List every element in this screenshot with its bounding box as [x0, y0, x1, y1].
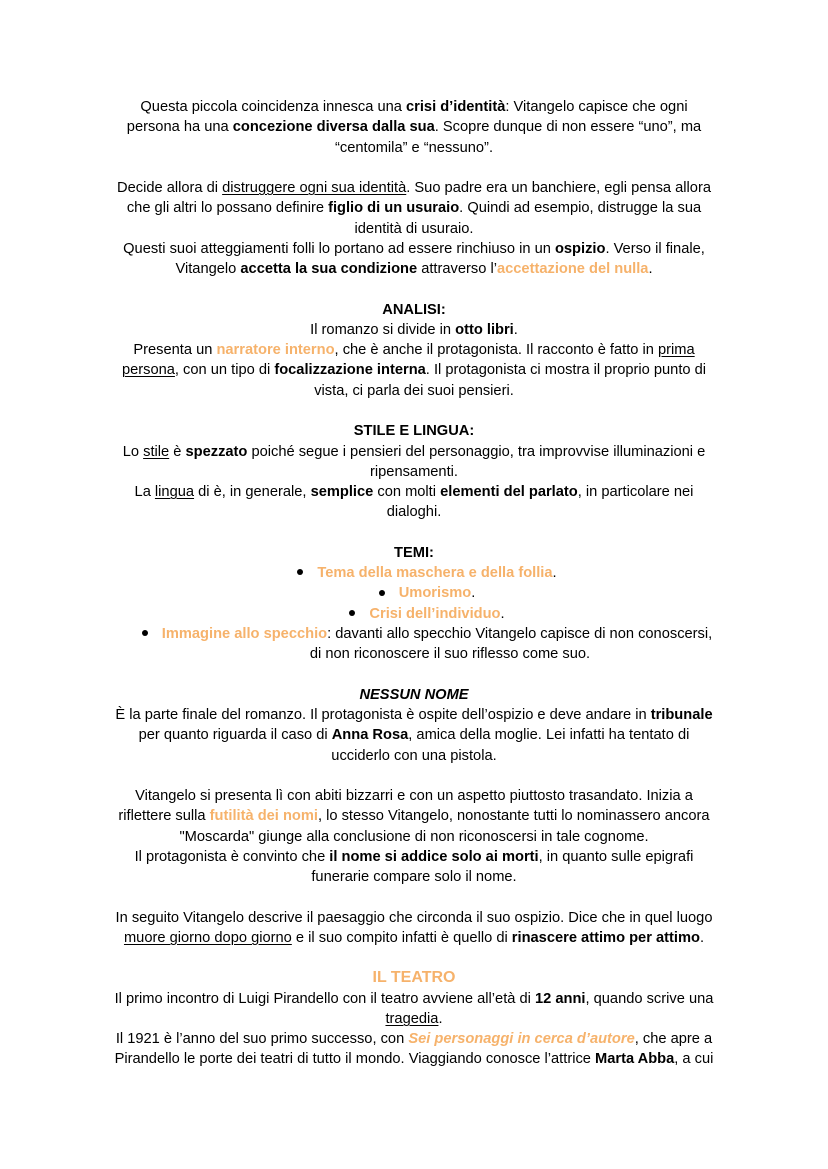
- bold-keyword: spezzato: [185, 443, 248, 460]
- text-line: [0, 1009, 828, 1029]
- text-line: [0, 138, 828, 158]
- text-run: . Verso il finale,: [605, 240, 705, 257]
- text-run: , in particolare nei: [577, 484, 694, 501]
- text-run: , in quanto sulle epigrafi: [538, 848, 694, 865]
- text-run: Il primo incontro di Luigi Pirandello con il teatro avviene all’età di: [114, 990, 535, 1007]
- text-run: .: [500, 605, 505, 622]
- text-run: Questi suoi atteggiamenti folli lo portano ad essere rinchiuso in un: [123, 240, 555, 257]
- text-line: [0, 928, 828, 948]
- bullet-item: [0, 604, 828, 624]
- bold-keyword: accetta la sua condizione: [240, 261, 418, 278]
- section-distruzione: [0, 178, 828, 279]
- blank-line: [0, 948, 828, 968]
- text-line: [0, 219, 828, 239]
- text-run: In seguito Vitangelo descrive il paesaggio che circonda il suo ospizio. Dice che in quel luogo: [115, 909, 713, 926]
- text-run: .: [471, 585, 476, 602]
- document-body: [0, 97, 828, 1070]
- text-line: [0, 97, 828, 117]
- bullet-item: [0, 563, 828, 583]
- bold-keyword: 12 anni: [534, 990, 586, 1007]
- highlighted-keyword: accettazione del nulla: [496, 261, 649, 278]
- underlined-text: distruggere ogni sua identità: [222, 180, 407, 197]
- text-run: , a cui: [674, 1051, 714, 1068]
- highlighted-keyword: Crisi dell’individuo: [369, 605, 501, 622]
- bullet-item: [0, 624, 828, 644]
- blank-line: [0, 158, 828, 178]
- bullet-icon: [297, 569, 303, 575]
- highlighted-keyword: Umorismo: [398, 585, 472, 602]
- bullet-continuation: di non riconoscere il suo riflesso come suo.: [309, 646, 591, 663]
- text-run: ripensamenti.: [370, 463, 458, 480]
- text-line: [0, 381, 828, 401]
- blank-line: [0, 766, 828, 786]
- text-line: [0, 198, 828, 218]
- text-line: [0, 178, 828, 198]
- text-line: [0, 360, 828, 380]
- bold-keyword: elementi del parlato: [440, 484, 578, 501]
- text-line: [0, 1029, 828, 1049]
- bullet-icon: [379, 590, 385, 596]
- text-line: [0, 340, 828, 360]
- text-line: [0, 705, 828, 725]
- text-run: , lo stesso Vitangelo, nonostante tutti lo nominassero ancora: [317, 808, 710, 825]
- highlighted-title: Sei personaggi in cerca d’autore: [408, 1031, 635, 1048]
- section-crisi-identita: [0, 97, 828, 158]
- underlined-text: persona: [121, 362, 175, 379]
- text-run: funerarie compare solo il nome.: [311, 869, 517, 886]
- text-run: La: [134, 484, 155, 501]
- text-line: [0, 239, 828, 259]
- text-line: [0, 867, 828, 887]
- blank-line: [0, 887, 828, 907]
- section-temi: [0, 543, 828, 665]
- text-run: ucciderlo con una pistola.: [331, 747, 497, 764]
- text-run: riflettere sulla: [118, 808, 210, 825]
- text-run: .: [438, 1010, 443, 1027]
- text-run: Lo: [122, 443, 144, 460]
- heading-stile-lingua: STILE E LINGUA:: [353, 423, 475, 440]
- text-run: Vitangelo si presenta lì con abiti bizzarri e con un aspetto piuttosto trasandato. Inizia a: [135, 788, 693, 805]
- text-run: Il 1921 è l’anno del suo primo successo, con: [115, 1031, 409, 1048]
- blank-line: [0, 664, 828, 684]
- text-run: Il protagonista è convinto che: [134, 848, 330, 865]
- text-line: [0, 746, 828, 766]
- underlined-text: muore giorno dopo giorno: [123, 929, 292, 946]
- highlighted-keyword: Tema della maschera e della follia: [317, 565, 553, 582]
- bold-keyword: concezione diversa dalla sua: [232, 119, 435, 136]
- text-run: Vitangelo: [175, 261, 241, 278]
- text-run: Pirandello le porte dei teatri di tutto il mondo. Viaggiando conosce l’attrice: [114, 1051, 596, 1068]
- underlined-text: stile: [143, 443, 170, 460]
- bold-keyword: focalizzazione interna: [274, 362, 426, 379]
- text-run: è: [169, 443, 186, 460]
- text-run: dialoghi.: [386, 504, 442, 521]
- text-run: poiché segue i pensieri del personaggio, tra improvvise illuminazioni e: [247, 443, 706, 460]
- text-run: attraverso l’: [417, 261, 497, 278]
- highlighted-keyword: narratore interno: [216, 342, 335, 359]
- text-run: . Il protagonista ci mostra il proprio punto di: [425, 362, 707, 379]
- text-run: “centomila” e “nessuno”.: [334, 139, 494, 156]
- text-line: [0, 320, 828, 340]
- blank-line: [0, 401, 828, 421]
- bullet-icon: [142, 630, 148, 636]
- section-analisi: [0, 300, 828, 401]
- text-run: Decide allora di: [117, 180, 223, 197]
- text-line: [0, 806, 828, 826]
- text-run: e il suo compito infatti è quello di: [291, 929, 512, 946]
- text-run: . Suo padre era un banchiere, egli pensa allora: [406, 180, 711, 197]
- text-run: . Scopre dunque di non essere “uno”, ma: [434, 119, 702, 136]
- text-run: con molti: [373, 484, 441, 501]
- bold-keyword: figlio di un usuraio: [328, 200, 460, 217]
- text-run: .: [513, 321, 518, 338]
- underlined-text: tragedia: [385, 1010, 439, 1027]
- text-line: [0, 442, 828, 462]
- text-run: .: [699, 929, 705, 946]
- highlighted-keyword: futilità dei nomi: [209, 808, 318, 825]
- text-run: di è, in generale,: [194, 484, 311, 501]
- section-teatro: [0, 968, 828, 1069]
- text-line: [0, 725, 828, 745]
- text-run: "Moscarda" giunge alla conclusione di non riconoscersi in tale cognome.: [179, 828, 649, 845]
- bold-keyword: semplice: [310, 484, 374, 501]
- blank-line: [0, 523, 828, 543]
- bold-keyword: ospizio: [554, 240, 606, 257]
- text-run: , che è anche il protagonista. Il racconto è fatto in: [334, 342, 658, 359]
- text-line: [0, 259, 828, 279]
- text-run: vista, ci parla dei suoi pensieri.: [314, 382, 514, 399]
- text-run: Il romanzo si divide in: [310, 321, 456, 338]
- highlighted-keyword: Immagine allo specchio: [161, 625, 328, 642]
- bold-keyword: Marta Abba: [595, 1051, 675, 1068]
- bold-keyword: otto libri: [455, 321, 514, 338]
- text-line: [0, 908, 828, 928]
- text-run: persona ha una: [126, 119, 233, 136]
- text-run: .: [552, 565, 557, 582]
- bold-keyword: tribunale: [650, 706, 713, 723]
- bold-keyword: Anna Rosa: [331, 727, 409, 744]
- underlined-text: lingua: [154, 484, 195, 501]
- text-line: [0, 847, 828, 867]
- section-moscarda: [0, 786, 828, 887]
- bold-keyword: rinascere attimo per attimo: [511, 929, 700, 946]
- blank-line: [0, 279, 828, 299]
- text-run: : Vitangelo capisce che ogni: [505, 99, 688, 115]
- text-run: . Quindi ad esempio, distrugge la sua: [459, 200, 702, 217]
- section-nessun-nome: [0, 685, 828, 766]
- text-run: , con un tipo di: [174, 362, 275, 379]
- heading-temi: TEMI:: [394, 544, 434, 561]
- bullet-item: [0, 583, 828, 603]
- underlined-text: prima: [658, 342, 695, 359]
- text-run: che gli altri lo possano definire: [126, 200, 329, 217]
- text-line: [0, 502, 828, 522]
- text-line: [0, 989, 828, 1009]
- text-line: [0, 482, 828, 502]
- text-run: , che apre a: [634, 1031, 713, 1048]
- text-line: [0, 117, 828, 137]
- text-run: per quanto riguarda il caso di: [138, 727, 332, 744]
- heading-il-teatro: IL TEATRO: [372, 969, 456, 987]
- text-line: [0, 827, 828, 847]
- text-run: .: [648, 261, 653, 278]
- bold-keyword: il nome si addice solo ai morti: [329, 848, 539, 865]
- text-line: [0, 1049, 828, 1069]
- heading-nessun-nome: NESSUN NOME: [359, 686, 469, 703]
- bold-keyword: crisi d’identità: [406, 99, 506, 115]
- text-run: Questa piccola coincidenza innesca una: [140, 99, 406, 115]
- text-run: : davanti allo specchio Vitangelo capisce di non conoscersi,: [327, 625, 713, 642]
- text-run: È la parte finale del romanzo. Il protagonista è ospite dell’ospizio e deve andare in: [115, 706, 651, 723]
- text-line: [0, 462, 828, 482]
- heading-analisi: ANALISI:: [382, 301, 446, 318]
- text-run: Presenta un: [133, 342, 217, 359]
- text-line: [0, 786, 828, 806]
- text-run: , quando scrive una: [585, 990, 714, 1007]
- text-run: identità di usuraio.: [354, 220, 474, 237]
- section-stile-lingua: [0, 421, 828, 522]
- section-paesaggio: [0, 908, 828, 949]
- text-run: , amica della moglie. Lei infatti ha tentato di: [408, 727, 690, 744]
- bullet-icon: [349, 610, 355, 616]
